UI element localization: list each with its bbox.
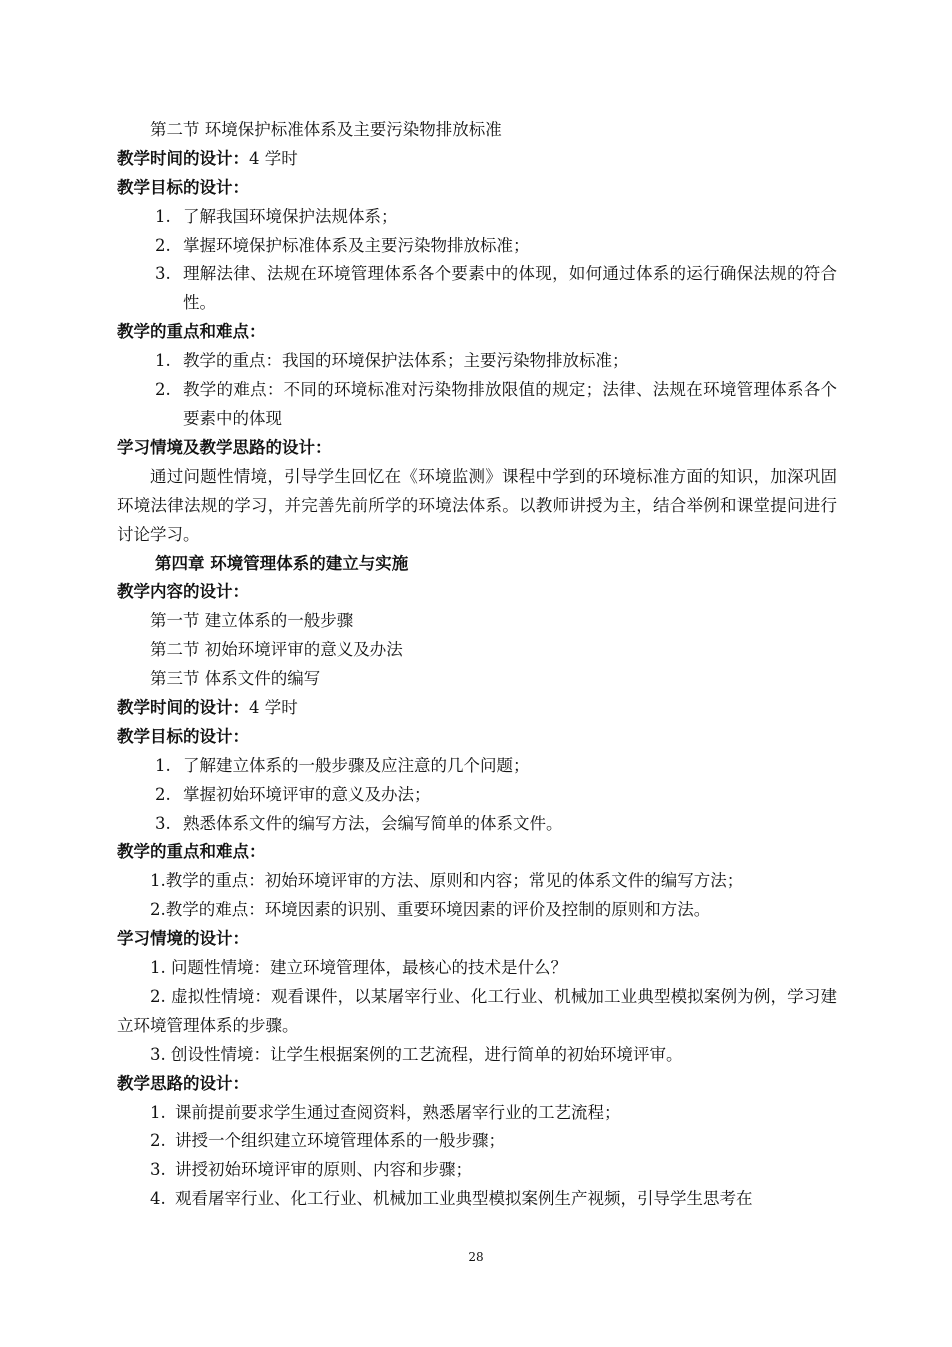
section-heading: 第二节 环境保护标准体系及主要污染物排放标准 [150, 120, 502, 139]
list-item: 3. 创设性情境：让学生根据案例的工艺流程，进行简单的初始环境评审。 [150, 1044, 683, 1064]
teaching-goal-label: 教学目标的设计： [117, 726, 249, 746]
situation-paragraph: 通过问题性情境，引导学生回忆在《环境监测》课程中学到的环境标准方面的知识，加深巩固环境法律法规的学习，并完善先前所学的环境法体系。以教师讲授为主，结合举例和课堂提问进行讨论学习。 [117, 466, 837, 544]
list-item: 2. 掌握环境保护标准体系及主要污染物排放标准； [155, 235, 530, 255]
list-item: 2.教学的难点：环境因素的识别、重要环境因素的评价及控制的原则和方法。 [150, 900, 711, 920]
chapter-title: 第四章 环境管理体系的建立与实施 [155, 553, 409, 573]
list-item: 1. 了解我国环境保护法规体系； [155, 206, 398, 226]
list-item: 3. 理解法律、法规在环境管理体系各个要素中的体现，如何通过体系的运行确保法规的符合性。 [155, 264, 837, 313]
page-content [117, 116, 837, 1214]
key-points-label: 教学的重点和难点： [117, 842, 266, 862]
teaching-time-label: 教学时间的设计： [117, 697, 249, 717]
section-item: 第二节 初始环境评审的意义及办法 [150, 640, 403, 660]
section-item: 第一节 建立体系的一般步骤 [150, 611, 354, 631]
teaching-time-value: 4 学时 [249, 697, 298, 717]
list-item: 4. 观看屠宰行业、化工行业、机械加工业典型模拟案例生产视频，引导学生思考在 [150, 1189, 753, 1209]
teaching-goal-label: 教学目标的设计： [117, 177, 249, 197]
list-item: 1.教学的重点：初始环境评审的方法、原则和内容；常见的体系文件的编写方法； [150, 871, 744, 891]
teaching-idea-label: 教学思路的设计： [117, 1073, 249, 1093]
list-item: 2. 掌握初始环境评审的意义及办法； [155, 784, 431, 804]
key-points-label: 教学的重点和难点： [117, 322, 266, 342]
situation-label: 学习情境及教学思路的设计： [117, 437, 332, 457]
list-item: 3. 熟悉体系文件的编写方法，会编写简单的体系文件。 [155, 813, 563, 833]
list-item: 1. 课前提前要求学生通过查阅资料，熟悉屠宰行业的工艺流程； [150, 1102, 621, 1122]
list-item: 2. 虚拟性情境：观看课件，以某屠宰行业、化工行业、机械加工业典型模拟案例为例，学习建立环境管理体系的步骤。 [117, 986, 837, 1035]
list-item: 1. 教学的重点：我国的环境保护法体系；主要污染物排放标准； [155, 351, 629, 371]
section-item: 第三节 体系文件的编写 [150, 669, 321, 689]
list-item: 2. 讲授一个组织建立环境管理体系的一般步骤； [150, 1131, 505, 1151]
teaching-content-label: 教学内容的设计： [117, 582, 249, 602]
situation-label: 学习情境的设计： [117, 929, 249, 949]
list-item: 1. 了解建立体系的一般步骤及应注意的几个问题； [155, 755, 530, 775]
list-item: 3. 讲授初始环境评审的原则、内容和步骤； [150, 1160, 472, 1180]
list-item: 2. 教学的难点：不同的环境标准对污染物排放限值的规定；法律、法规在环境管理体系各个要素中的体现 [155, 380, 837, 428]
list-item: 1. 问题性情境：建立环境管理体，最核心的技术是什么？ [150, 958, 567, 978]
page-number: 28 [468, 1250, 484, 1264]
teaching-time-value: 4 学时 [249, 148, 298, 168]
teaching-time-label: 教学时间的设计： [117, 148, 249, 168]
